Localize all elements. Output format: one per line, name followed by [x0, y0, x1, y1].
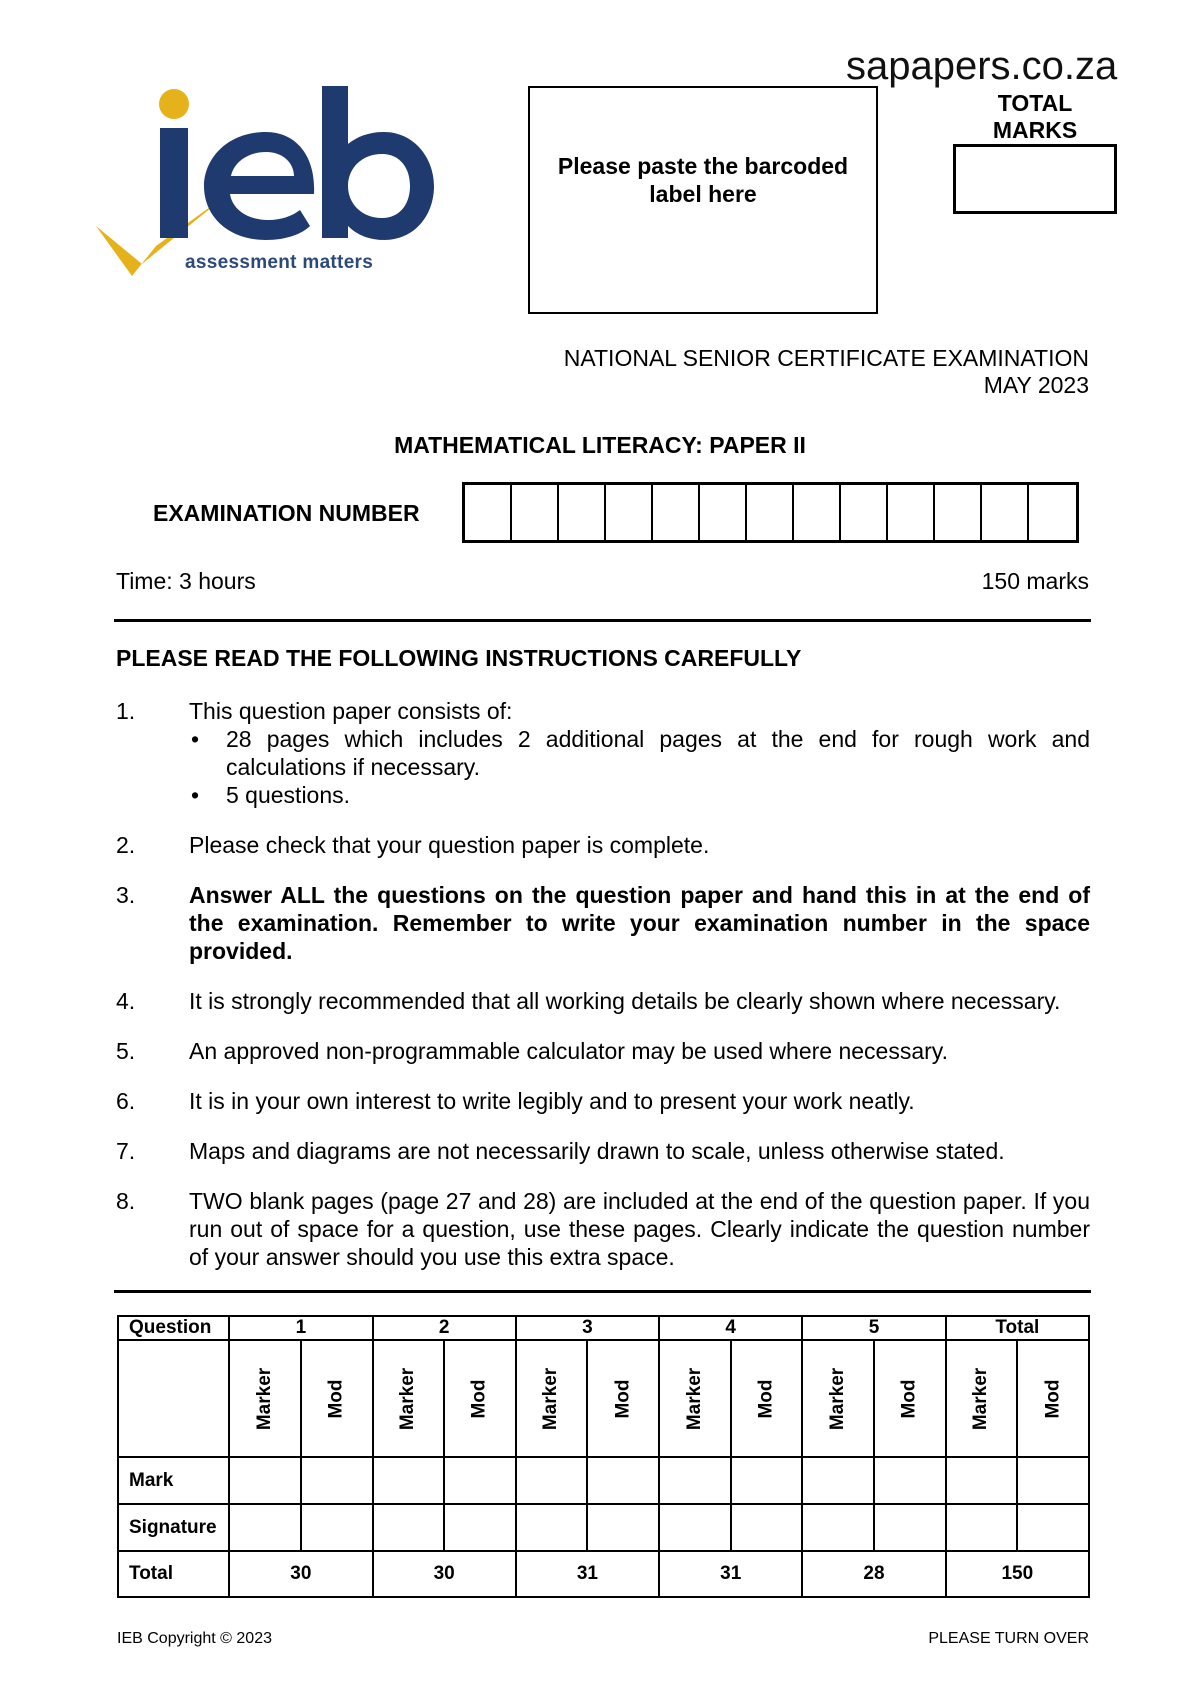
instruction-item	[116, 697, 1090, 809]
signature-entry-cell[interactable]	[301, 1504, 373, 1551]
subheader-marker	[516, 1340, 588, 1457]
signature-entry-cell[interactable]	[444, 1504, 516, 1551]
instruction-item	[116, 1037, 1090, 1065]
subheader-mod	[301, 1340, 373, 1457]
subheader-label: Marker	[827, 1367, 849, 1430]
total-value: 30	[373, 1551, 516, 1597]
subheader-marker	[229, 1340, 301, 1457]
exam-number-label: EXAMINATION NUMBER	[153, 500, 420, 526]
instruction-body	[189, 987, 1090, 1015]
mark-entry-cell[interactable]	[587, 1457, 659, 1504]
total-value: 150	[946, 1551, 1089, 1597]
exam-number-cell[interactable]	[700, 485, 747, 540]
signature-entry-cell[interactable]	[946, 1504, 1018, 1551]
instruction-number: 3.	[116, 882, 136, 908]
instruction-number: 5.	[116, 1038, 136, 1064]
subheader-label: Mod	[898, 1378, 920, 1419]
watermark: sapapers.co.za	[846, 44, 1118, 88]
instruction-number: 2.	[116, 832, 136, 858]
subheader-label: Mod	[468, 1378, 490, 1419]
total-value: 31	[659, 1551, 802, 1597]
instruction-body	[189, 1037, 1090, 1065]
barcode-label-box	[528, 86, 878, 314]
signature-entry-cell[interactable]	[659, 1504, 731, 1551]
instruction-body	[189, 697, 1090, 809]
exam-number-cell[interactable]	[841, 485, 888, 540]
instruction-item	[116, 881, 1090, 965]
paper-title: MATHEMATICAL LITERACY: PAPER II	[394, 432, 806, 458]
question-header: Question	[118, 1316, 229, 1340]
footer-copyright: IEB Copyright © 2023	[117, 1630, 272, 1647]
mark-entry-cell[interactable]	[659, 1457, 731, 1504]
mark-entry-cell[interactable]	[1017, 1457, 1089, 1504]
mark-entry-cell[interactable]	[444, 1457, 516, 1504]
marks-table-subheader-row	[118, 1340, 1089, 1457]
exam-number-grid[interactable]	[462, 482, 1079, 543]
footer-turn-over: PLEASE TURN OVER	[928, 1630, 1089, 1647]
instruction-number: 8.	[116, 1188, 136, 1214]
instruction-number: 4.	[116, 988, 136, 1014]
instruction-text: TWO blank pages (page 27 and 28) are included at the end of the question paper. If you run out of space for a question, use these pages. Clearly indicate the question number of your answer should you use this extra space.	[189, 1188, 1090, 1270]
marks-table-row-mark	[118, 1457, 1089, 1504]
instruction-bullet: • 5 questions.	[189, 781, 1090, 809]
total-marks-label: TOTAL MARKS	[992, 90, 1078, 143]
total-value: 31	[516, 1551, 659, 1597]
logo-i-dot	[159, 89, 189, 119]
mark-entry-cell[interactable]	[874, 1457, 946, 1504]
marks-table-header-row	[118, 1316, 1089, 1340]
question-col-5: 5	[802, 1316, 945, 1340]
mark-entry-cell[interactable]	[802, 1457, 874, 1504]
instruction-bullets	[189, 725, 1090, 809]
row-label-mark: Mark	[118, 1457, 229, 1504]
instruction-bullet: • 28 pages which includes 2 additional pages at the end for rough work and calculations if necessary.	[189, 725, 1090, 781]
instruction-text: It is strongly recommended that all working details be clearly shown where necessary.	[189, 988, 1061, 1014]
subheader-label: Mod	[325, 1378, 347, 1419]
instruction-number: 7.	[116, 1138, 136, 1164]
exam-number-cell[interactable]	[935, 485, 982, 540]
subheader-label: Marker	[540, 1367, 562, 1430]
logo-i	[160, 128, 188, 238]
divider-bottom	[114, 1290, 1091, 1293]
total-value: 30	[229, 1551, 372, 1597]
signature-entry-cell[interactable]	[373, 1504, 445, 1551]
exam-date: MAY 2023	[983, 372, 1089, 398]
marks-table	[117, 1315, 1090, 1598]
marks-table-row-signature	[118, 1504, 1089, 1551]
instruction-body	[189, 881, 1090, 965]
mark-entry-cell[interactable]	[301, 1457, 373, 1504]
subheader-mod	[444, 1340, 516, 1457]
subheader-blank	[118, 1340, 229, 1457]
subheader-label: Mod	[755, 1378, 777, 1419]
logo-b	[322, 86, 434, 240]
subheader-label: Mod	[1042, 1378, 1064, 1419]
instruction-item	[116, 1187, 1090, 1271]
subheader-label: Marker	[970, 1367, 992, 1430]
divider-top	[114, 619, 1091, 622]
instruction-item	[116, 831, 1090, 859]
instructions-list	[116, 697, 1090, 1293]
subheader-label: Marker	[683, 1367, 705, 1430]
subheader-mod	[731, 1340, 803, 1457]
marks-table-row-total	[118, 1551, 1089, 1597]
exam-number-cell[interactable]	[559, 485, 606, 540]
instruction-number: 1.	[116, 698, 136, 724]
row-label-signature: Signature	[118, 1504, 229, 1551]
subheader-mod	[874, 1340, 946, 1457]
subheader-marker	[946, 1340, 1018, 1457]
subheader-marker	[373, 1340, 445, 1457]
signature-entry-cell[interactable]	[516, 1504, 588, 1551]
subheader-label: Marker	[397, 1367, 419, 1430]
instruction-number: 6.	[116, 1088, 136, 1114]
instruction-text: It is in your own interest to write legibly and to present your work neatly.	[189, 1088, 915, 1114]
exam-number-cell[interactable]	[982, 485, 1029, 540]
exam-time: Time: 3 hours	[116, 568, 256, 594]
mark-entry-cell[interactable]	[946, 1457, 1018, 1504]
subheader-label: Mod	[612, 1378, 634, 1419]
signature-entry-cell[interactable]	[731, 1504, 803, 1551]
instruction-text: This question paper consists of:	[189, 698, 513, 724]
signature-entry-cell[interactable]	[874, 1504, 946, 1551]
exam-total-marks: 150 marks	[981, 568, 1089, 594]
instruction-text: Answer ALL the questions on the question paper and hand this in at the end of the examination. Remember to write your examination number in the space provided.	[189, 882, 1090, 964]
instruction-body	[189, 1137, 1090, 1165]
question-col-total: Total	[946, 1316, 1089, 1340]
subheader-mod	[1017, 1340, 1089, 1457]
subheader-mod	[587, 1340, 659, 1457]
instruction-body	[189, 1187, 1090, 1271]
instruction-item	[116, 987, 1090, 1015]
instruction-item	[116, 1087, 1090, 1115]
instruction-text: Maps and diagrams are not necessarily drawn to scale, unless otherwise stated.	[189, 1138, 1005, 1164]
logo-tagline: assessment matters	[185, 252, 374, 273]
mark-entry-cell[interactable]	[229, 1457, 301, 1504]
mark-entry-cell[interactable]	[373, 1457, 445, 1504]
exam-number-cell[interactable]	[888, 485, 935, 540]
question-col-1: 1	[229, 1316, 372, 1340]
signature-entry-cell[interactable]	[1017, 1504, 1089, 1551]
row-label-total: Total	[118, 1551, 229, 1597]
instruction-text: An approved non-programmable calculator may be used where necessary.	[189, 1038, 948, 1064]
question-col-2: 2	[373, 1316, 516, 1340]
exam-number-cell[interactable]	[512, 485, 559, 540]
mark-entry-cell[interactable]	[731, 1457, 803, 1504]
exam-number-cell[interactable]	[1029, 485, 1076, 540]
exam-number-cell[interactable]	[747, 485, 794, 540]
instruction-body	[189, 831, 1090, 859]
total-marks-box	[953, 144, 1117, 214]
total-value: 28	[802, 1551, 945, 1597]
subheader-label: Marker	[254, 1367, 276, 1430]
certificate-title: NATIONAL SENIOR CERTIFICATE EXAMINATION	[563, 345, 1089, 371]
subheader-marker	[659, 1340, 731, 1457]
question-col-4: 4	[659, 1316, 802, 1340]
question-col-3: 3	[516, 1316, 659, 1340]
logo-e	[204, 132, 314, 240]
exam-number-cell[interactable]	[794, 485, 841, 540]
exam-number-cell[interactable]	[465, 485, 512, 540]
instruction-body	[189, 1087, 1090, 1115]
instruction-item	[116, 1137, 1090, 1165]
subheader-marker	[802, 1340, 874, 1457]
signature-entry-cell[interactable]	[802, 1504, 874, 1551]
exam-number-cell[interactable]	[653, 485, 700, 540]
instructions-heading: PLEASE READ THE FOLLOWING INSTRUCTIONS CAREFULLY	[116, 645, 802, 671]
barcode-label-text: Please paste the barcoded label here	[557, 153, 849, 207]
mark-entry-cell[interactable]	[516, 1457, 588, 1504]
instruction-text: Please check that your question paper is complete.	[189, 832, 710, 858]
exam-number-cell[interactable]	[606, 485, 653, 540]
signature-entry-cell[interactable]	[229, 1504, 301, 1551]
signature-entry-cell[interactable]	[587, 1504, 659, 1551]
